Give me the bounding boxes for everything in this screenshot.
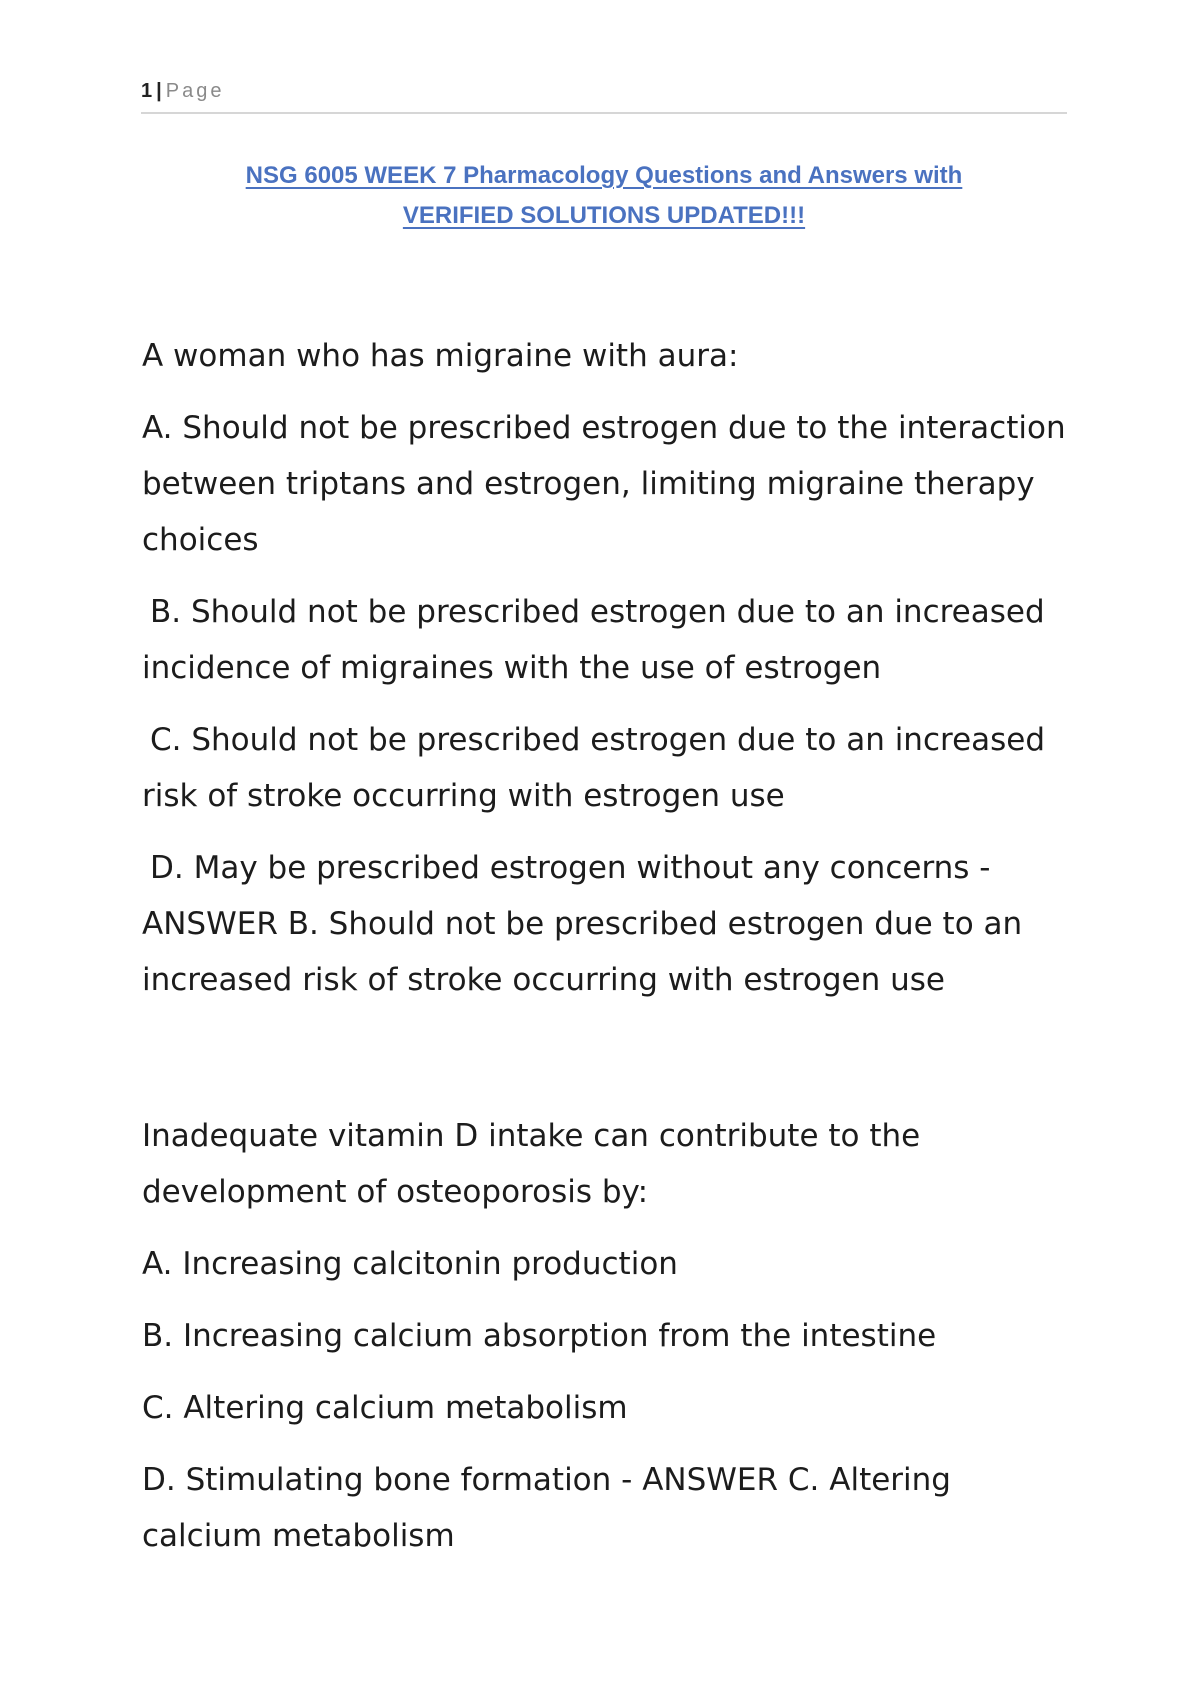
option-c: C. Altering calcium metabolism xyxy=(142,1390,628,1426)
option-d-answer: D. Stimulating bone formation - ANSWER C. Altering calcium metabolism xyxy=(142,1462,951,1554)
page-header xyxy=(141,80,1067,114)
option-c: C. Should not be prescribed estrogen due to an increased risk of stroke occurring with estrogen use xyxy=(142,722,1046,814)
page-separator: | xyxy=(156,80,162,102)
question-1 xyxy=(142,328,1072,1008)
option-a: A. Should not be prescribed estrogen due to the interaction between triptans and estrogen, limiting migraine therapy choices xyxy=(142,410,1066,558)
question-stem: Inadequate vitamin D intake can contribute to the development of osteoporosis by: xyxy=(142,1118,921,1210)
document-title xyxy=(141,156,1067,236)
page-label: Page xyxy=(165,80,225,102)
option-a: A. Increasing calcitonin production xyxy=(142,1246,678,1282)
document-body xyxy=(142,328,1072,1580)
option-b: B. Should not be prescribed estrogen due to an increased incidence of migraines with the use of estrogen xyxy=(142,594,1045,686)
option-b: B. Increasing calcium absorption from the intestine xyxy=(142,1318,937,1354)
title-line-2: VERIFIED SOLUTIONS UPDATED!!! xyxy=(402,202,806,229)
page-number: 1 xyxy=(141,80,153,102)
option-d-answer: D. May be prescribed estrogen without any concerns - ANSWER B. Should not be prescribed estrogen due to an increased risk of stroke occurring with estrogen use xyxy=(142,850,1023,998)
question-spacer xyxy=(142,1024,1072,1108)
question-stem: A woman who has migraine with aura: xyxy=(142,338,739,374)
title-line-1: NSG 6005 WEEK 7 Pharmacology Questions and Answers with xyxy=(245,162,963,189)
question-2 xyxy=(142,1108,1072,1564)
